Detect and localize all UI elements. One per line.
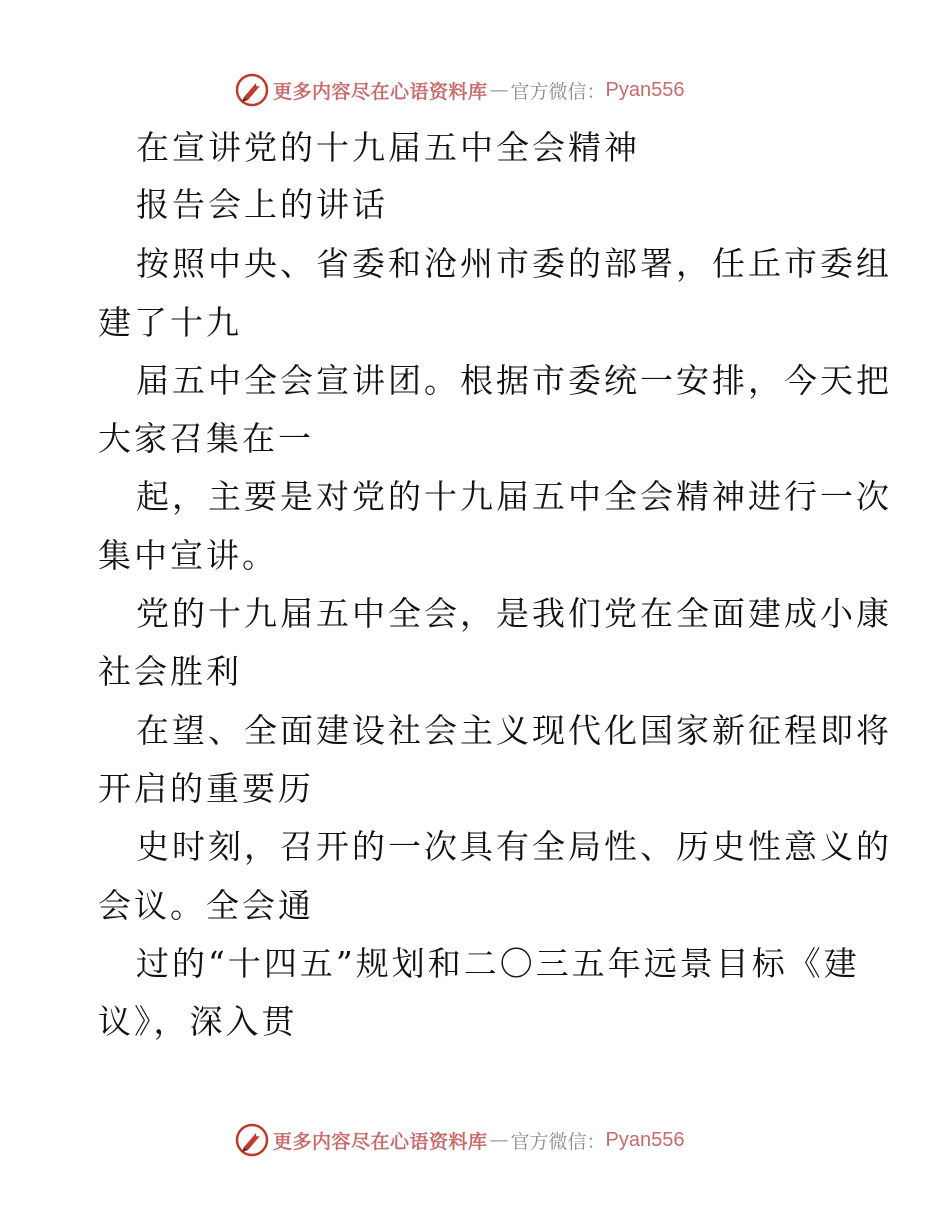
text-line: 史时刻，召开的一次具有全局性、历史性意义的 (136, 827, 892, 866)
text-line: 报告会上的讲话 (136, 185, 388, 224)
text-line: 在望、全面建设社会主义现代化国家新征程即将 (136, 711, 892, 750)
text-line: 届五中全会宣讲团。根据市委统一安排，今天把 (136, 361, 892, 400)
text-line: 会议。全会通 (98, 886, 314, 925)
text-line: 集中宣讲。 (98, 536, 278, 575)
text-line: 在宣讲党的十九届五中全会精神 (136, 128, 640, 167)
watermark-id: Pyan556 (605, 78, 685, 101)
header-watermark (235, 70, 685, 110)
text-line: 社会胜利 (98, 652, 242, 691)
pen-logo-icon (235, 1123, 269, 1157)
text-line: 议》，深入贯 (98, 1002, 298, 1041)
text-line: 开启的重要历 (98, 769, 314, 808)
text-line: 党的十九届五中全会，是我们党在全面建成小康 (136, 594, 892, 633)
text-line: 按照中央、省委和沧州市委的部署，任丘市委组 (136, 244, 892, 283)
text-line: 过的“十四五”规划和二〇三五年远景目标《建 (136, 944, 860, 983)
watermark-text: 更多内容尽在心语资料库 (273, 1130, 488, 1153)
watermark-label: 官方微信： (510, 1130, 606, 1153)
text-line: 大家召集在一 (98, 419, 314, 458)
watermark-separator: — (489, 79, 509, 101)
pen-logo-icon (235, 73, 269, 107)
watermark-text: 更多内容尽在心语资料库 (273, 80, 488, 103)
text-line: 建了十九 (98, 303, 242, 342)
watermark-id: Pyan556 (605, 1128, 685, 1151)
watermark-label: 官方微信： (510, 80, 606, 103)
footer-watermark (235, 1120, 685, 1160)
text-line: 起，主要是对党的十九届五中全会精神进行一次 (136, 477, 892, 516)
watermark-separator: — (489, 1129, 509, 1151)
